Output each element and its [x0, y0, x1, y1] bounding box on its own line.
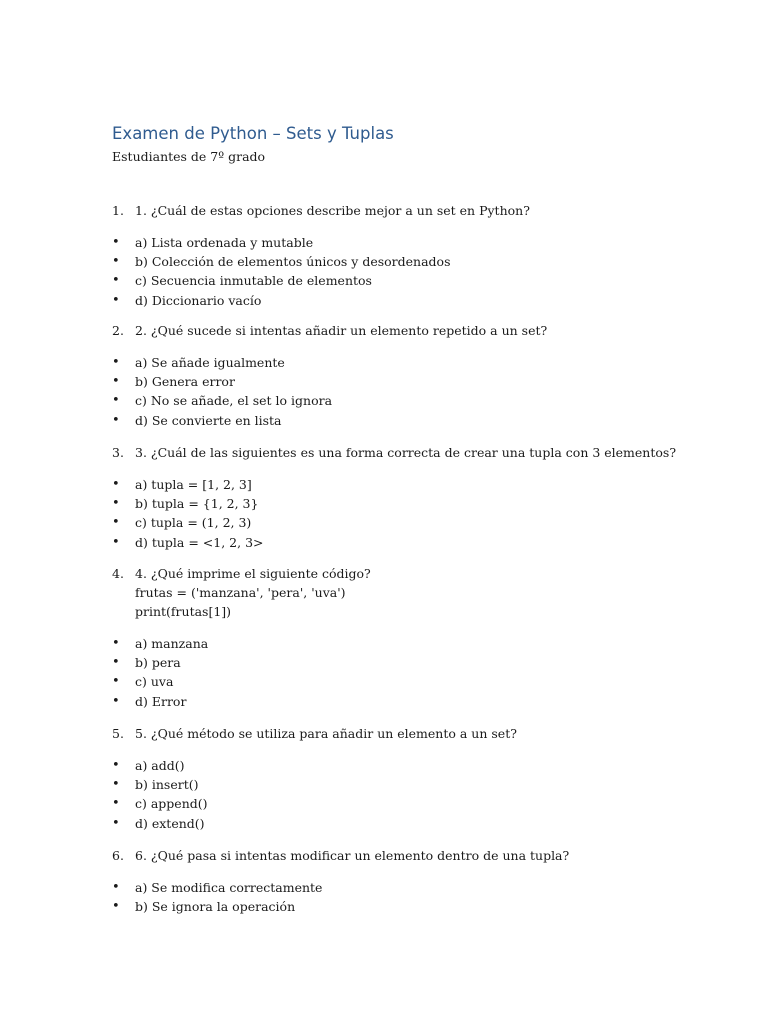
option-text: a) manzana: [135, 636, 209, 651]
question-1-prompt: [112, 201, 712, 220]
option-list: [112, 475, 712, 552]
document-title: Examen de Python – Sets y Tuplas: [112, 124, 394, 143]
bullet-icon: •: [112, 534, 120, 550]
question-text: 6. ¿Qué pasa si intentas modificar un elemento dentro de una tupla?: [135, 848, 570, 863]
bullet-icon: •: [112, 515, 120, 531]
bullet-icon: •: [112, 777, 120, 793]
option-list: [112, 353, 712, 430]
bullet-icon: •: [112, 292, 120, 308]
option-item: [112, 271, 712, 290]
question-3-prompt: [112, 443, 712, 462]
option-text: b) Colección de elementos únicos y desordenados: [135, 254, 451, 270]
bullet-icon: •: [112, 655, 120, 671]
question-number: 3.: [112, 445, 124, 460]
bullet-icon: •: [112, 880, 120, 895]
code-line: print(frutas[1]): [135, 604, 232, 619]
question-5: [112, 724, 712, 833]
question-text: 1. ¿Cuál de estas opciones describe mejor a un set en Python?: [135, 203, 530, 218]
bullet-icon: •: [112, 758, 120, 773]
option-item: [112, 252, 712, 271]
bullet-icon: •: [112, 674, 120, 690]
option-item: [112, 233, 712, 252]
option-item: [112, 897, 712, 916]
question-number: 2.: [112, 323, 124, 338]
option-text: b) tupla = {1, 2, 3}: [135, 496, 259, 512]
option-text: c) Secuencia inmutable de elementos: [135, 273, 372, 289]
question-number: 6.: [112, 848, 124, 863]
document-subtitle: Estudiantes de 7º grado: [112, 149, 266, 164]
option-item: [112, 634, 712, 653]
question-2-prompt: [112, 321, 712, 340]
code-line: frutas = ('manzana', 'pera', 'uva'): [135, 585, 346, 600]
bullet-icon: •: [112, 254, 120, 270]
option-item: [112, 353, 712, 372]
option-text: d) Diccionario vacío: [135, 292, 262, 308]
option-text: c) tupla = (1, 2, 3): [135, 515, 252, 531]
option-text: b) Se ignora la operación: [135, 899, 296, 915]
option-item: [112, 291, 712, 310]
option-list: [112, 634, 712, 711]
option-text: c) uva: [135, 674, 174, 690]
option-item: [112, 475, 712, 494]
option-text: b) pera: [135, 655, 181, 671]
bullet-icon: •: [112, 496, 120, 512]
option-item: [112, 672, 712, 691]
question-2: [112, 321, 712, 430]
question-number: 4.: [112, 566, 124, 581]
bullet-icon: •: [112, 796, 120, 812]
question-number: 1.: [112, 203, 124, 218]
option-text: d) Se convierte en lista: [135, 412, 282, 428]
option-item: [112, 411, 712, 430]
bullet-icon: •: [112, 815, 120, 831]
option-list: [112, 233, 712, 310]
question-text: 2. ¿Qué sucede si intentas añadir un elemento repetido a un set?: [135, 323, 548, 338]
option-text: a) Lista ordenada y mutable: [135, 235, 314, 250]
question-text: 5. ¿Qué método se utiliza para añadir un elemento a un set?: [135, 726, 517, 741]
option-item: [112, 391, 712, 410]
option-item: [112, 814, 712, 833]
bullet-icon: •: [112, 355, 120, 370]
option-item: [112, 372, 712, 391]
bullet-icon: •: [112, 412, 120, 428]
option-text: c) No se añade, el set lo ignora: [135, 393, 333, 409]
question-4-prompt: [112, 564, 712, 583]
question-number: 5.: [112, 726, 124, 741]
option-text: b) insert(): [135, 777, 199, 793]
option-text: a) add(): [135, 758, 185, 773]
option-item: [112, 494, 712, 513]
option-text: d) extend(): [135, 815, 205, 831]
option-text: a) Se modifica correctamente: [135, 880, 323, 895]
bullet-icon: •: [112, 477, 120, 492]
question-6-prompt: [112, 846, 712, 865]
question-text: 3. ¿Cuál de las siguientes es una forma correcta de crear una tupla con 3 elementos?: [135, 445, 677, 460]
question-5-prompt: [112, 724, 712, 743]
option-item: [112, 653, 712, 672]
option-text: d) Error: [135, 693, 187, 709]
bullet-icon: •: [112, 899, 120, 915]
question-6: [112, 846, 712, 916]
option-item: [112, 878, 712, 897]
option-item: [112, 775, 712, 794]
option-item: [112, 513, 712, 532]
option-text: a) Se añade igualmente: [135, 355, 285, 370]
question-3: [112, 443, 712, 552]
bullet-icon: •: [112, 693, 120, 709]
bullet-icon: •: [112, 273, 120, 289]
option-item: [112, 533, 712, 552]
bullet-icon: •: [112, 235, 120, 250]
option-list: [112, 878, 712, 916]
option-text: a) tupla = [1, 2, 3]: [135, 477, 252, 492]
bullet-icon: •: [112, 393, 120, 409]
question-4: [112, 564, 712, 711]
bullet-icon: •: [112, 374, 120, 390]
option-text: c) append(): [135, 796, 208, 812]
question-1: [112, 201, 712, 310]
bullet-icon: •: [112, 636, 120, 651]
option-text: b) Genera error: [135, 374, 235, 390]
option-item: [112, 692, 712, 711]
option-item: [112, 756, 712, 775]
option-item: [112, 794, 712, 813]
question-text: 4. ¿Qué imprime el siguiente código?: [135, 566, 371, 581]
option-list: [112, 756, 712, 833]
option-text: d) tupla = <1, 2, 3>: [135, 534, 264, 550]
